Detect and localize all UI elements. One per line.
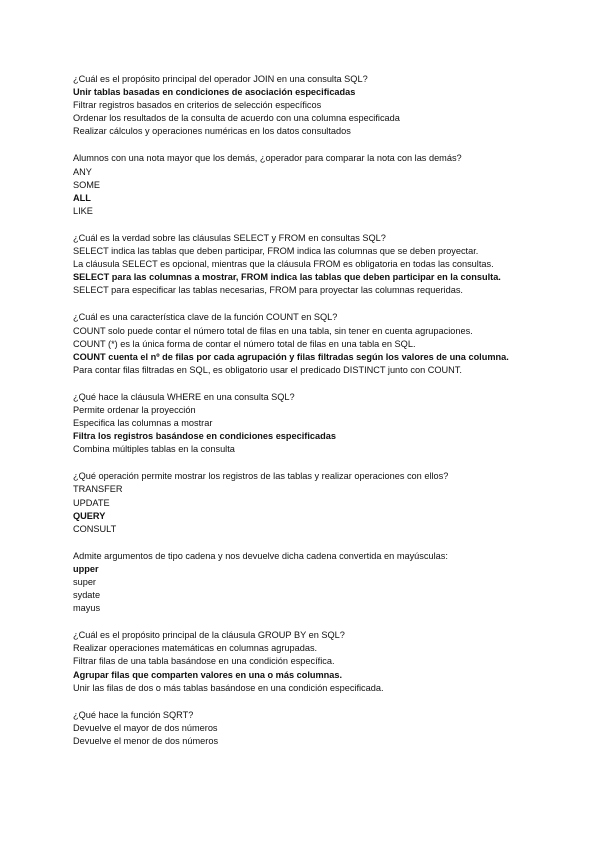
answer-option: UPDATE (73, 497, 110, 508)
question-block (73, 73, 583, 138)
correct-answer-option: SELECT para las columnas a mostrar, FROM indica las tablas que deben participar en la consulta. (73, 272, 501, 283)
question-text: ¿Qué hace la cláusula WHERE en una consulta SQL? (73, 391, 295, 402)
answer-option: COUNT solo puede contar el número total de filas en una tabla, sin tener en cuenta agrupaciones. (73, 325, 473, 336)
answer-option: Permite ordenar la proyección (73, 404, 196, 415)
answer-option: sydate (73, 590, 101, 601)
answer-option: COUNT (*) es la única forma de contar el número total de filas en una tabla en SQL. (73, 338, 416, 349)
answer-option: Para contar filas filtradas en SQL, es obligatorio usar el predicado DISTINCT junto con COUNT. (73, 364, 462, 375)
answer-option: mayus (73, 603, 101, 614)
answer-option: SELECT para especificar las tablas necesarias, FROM para proyectar las columnas requeridas. (73, 285, 463, 296)
correct-answer-option: Agrupar filas que comparten valores en una o más columnas. (73, 669, 343, 680)
quiz-content (73, 73, 583, 762)
answer-option: TRANSFER (73, 484, 123, 495)
answer-option: SELECT indica las tablas que deben participar, FROM indica las columnas que se deben proyectar. (73, 246, 479, 257)
answer-option: SOME (73, 179, 101, 190)
question-block (73, 232, 583, 297)
question-block (73, 709, 583, 748)
question-text: ¿Cuál es el propósito principal del operador JOIN en una consulta SQL? (73, 74, 368, 84)
correct-answer-option: ALL (73, 192, 91, 203)
answer-option: La cláusula SELECT es opcional, mientras que la cláusula FROM es obligatoria en todas las consultas. (73, 259, 494, 270)
answer-option: Devuelve el mayor de dos números (73, 722, 218, 733)
correct-answer-option: COUNT cuenta el nº de filas por cada agrupación y filas filtradas según los valores de una columna. (73, 351, 509, 362)
question-text: ¿Qué operación permite mostrar los registros de las tablas y realizar operaciones con ellos? (73, 471, 449, 482)
correct-answer-option: upper (73, 563, 99, 574)
answer-option: Combina múltiples tablas en la consulta (73, 444, 235, 455)
correct-answer-option: Unir tablas basadas en condiciones de asociación especificadas (73, 87, 356, 98)
question-block (73, 470, 583, 535)
question-block (73, 152, 583, 217)
question-text: ¿Qué hace la función SQRT? (73, 709, 194, 720)
answer-option: LIKE (73, 205, 93, 216)
answer-option: CONSULT (73, 523, 117, 534)
answer-option: Filtrar filas de una tabla basándose en una condición específica. (73, 656, 335, 667)
question-text: ¿Cuál es el propósito principal de la cláusula GROUP BY en SQL? (73, 630, 345, 641)
question-text: ¿Cuál es una característica clave de la función COUNT en SQL? (73, 312, 338, 323)
answer-option: Realizar cálculos y operaciones numéricas en los datos consultados (73, 126, 351, 137)
answer-option: Unir las filas de dos o más tablas basándose en una condición especificada. (73, 682, 384, 693)
question-block (73, 629, 583, 694)
answer-option: Filtrar registros basados en criterios de selección específicos (73, 100, 322, 111)
question-block (73, 311, 583, 376)
correct-answer-option: QUERY (73, 510, 106, 521)
question-text: ¿Cuál es la verdad sobre las cláusulas SELECT y FROM en consultas SQL? (73, 232, 386, 243)
answer-option: Realizar operaciones matemáticas en columnas agrupadas. (73, 643, 318, 654)
answer-option: super (73, 577, 96, 587)
answer-option: Ordenar los resultados de la consulta de acuerdo con una columna especificada (73, 113, 400, 124)
answer-option: Especifica las columnas a mostrar (73, 418, 213, 429)
question-block (73, 550, 583, 615)
answer-option: ANY (73, 166, 92, 177)
question-text: Admite argumentos de tipo cadena y nos devuelve dicha cadena convertida en mayúsculas: (73, 550, 448, 561)
answer-option: Devuelve el menor de dos números (73, 735, 219, 746)
question-text: Alumnos con una nota mayor que los demás, ¿operador para comparar la nota con las demás? (73, 153, 462, 164)
correct-answer-option: Filtra los registros basándose en condiciones especificadas (73, 431, 336, 442)
question-block (73, 391, 583, 456)
